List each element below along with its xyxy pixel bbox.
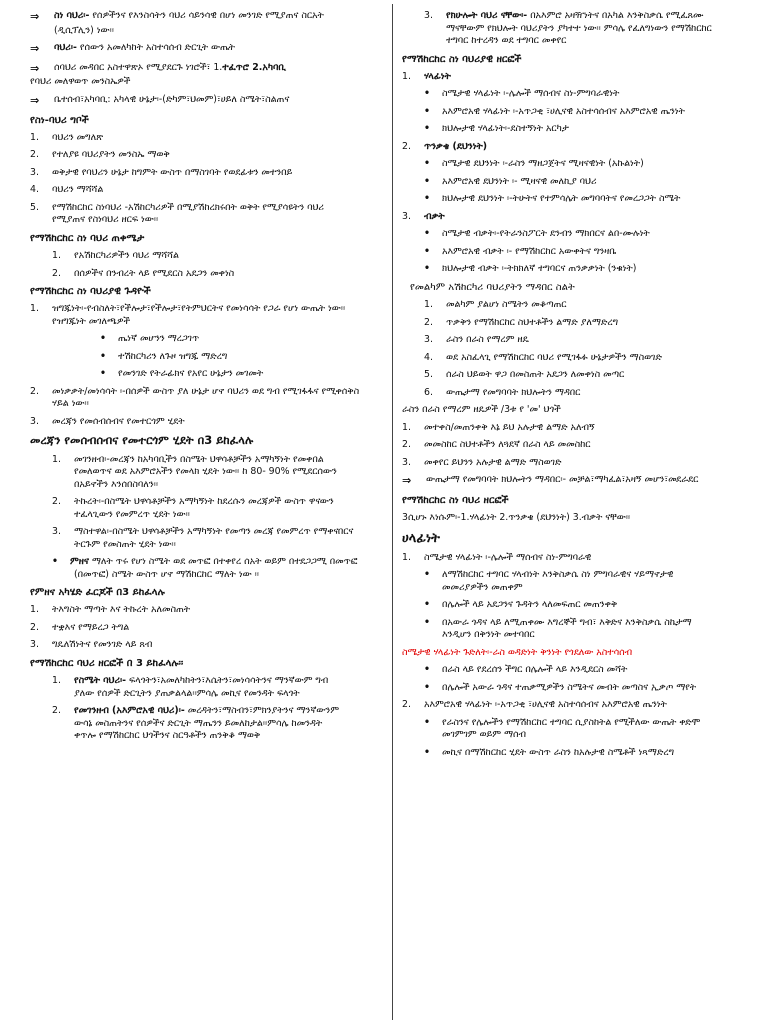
- list-number: 1.: [30, 303, 39, 315]
- list-number: 4.: [424, 351, 433, 363]
- definition-text: ቤተሰብ፣አካባቢ: አካላዊ ሁኔታ፡-(ድካም፣ህመም)፣ሀይለ ስሜት፣ስልጠና: [54, 93, 290, 105]
- bullet-item-continued: መመሪያዎችን መጠቀም: [442, 581, 523, 593]
- list-item: ትኩረት፡-በስሜት ህዋሳቶቻችን አማካኝነት ከደረሱን መረጃዎች ውስጥ ዋናውን: [74, 496, 334, 508]
- bullet-item: ስሜታዊ ብቃት፡-የትራንስፖርት ደንብን ማክበርና ልበ-ሙሉነት: [442, 228, 650, 240]
- list-number: 3.: [424, 10, 433, 21]
- bullet-icon: •: [424, 175, 430, 187]
- list-number: 1.: [402, 551, 411, 563]
- list-item: ወደ አስፈላጊ የማሽከርከር ባህሪ የሚገፋፉ ሁኔታዎችን ማስወገድ: [446, 351, 662, 363]
- group-title: ጥንቃቄ (ደህንነት): [424, 140, 488, 152]
- list-number: 3.: [424, 334, 433, 346]
- definition-text: ውጤታማ የመግባባት ክህሎትን ማዳበር፡- መቻል፣ማካፈል፣አዛኝ መሆን፣መደራደር: [426, 474, 699, 486]
- bullet-icon: •: [424, 716, 430, 728]
- section-heading-responsibility: ሀላፊነት: [402, 530, 440, 546]
- definition-continued: ማናቸውም የክህሎት ባህሪያትን ያካተተ ነው፡፡ ምሳሌ የፈለግነውን የማሽከርከር: [446, 22, 712, 34]
- bullet-icon: •: [424, 123, 430, 135]
- term: የመገንዘብ (አእምሮአዊ ባህሪ)፡-: [74, 705, 185, 717]
- bullet-icon: •: [424, 599, 430, 611]
- red-warning-line: ስሜታዊ ሃላፊነት ጉድለት፡-ራስ ወዳድነት ቅንነት የጎደለው አስተሳሰብ: [402, 646, 633, 658]
- definition-continued: (በመጥፎ) ስሜት ውስጥ ሆኖ ማሽከርከር ማለት ነው ፡፡: [74, 568, 259, 580]
- list-item-continued: ተፈላጊውን የመምረጥ ሂደት ነው፡፡: [74, 508, 190, 520]
- bullet-item: አእምሮአዊ ብቃት ፡- የማሽከርከር አውቀትና ግንዛቤ: [442, 245, 617, 257]
- term: ባህሪ፡-: [54, 42, 77, 54]
- bullet-item: የመንገድ የትራፊክና የአየር ሁኔታን መገመት: [118, 368, 264, 380]
- list-number: 2.: [30, 385, 39, 397]
- arrow-icon: ⇒: [402, 474, 412, 488]
- list-number: 3.: [52, 526, 61, 538]
- list-item: ግዴለሽነትና የመንገድ ላይ ጸብ: [52, 639, 153, 651]
- term: ስነ ባህሪ፡-: [54, 10, 90, 21]
- bullet-icon: •: [424, 263, 430, 275]
- list-number: 5.: [30, 201, 39, 213]
- section-heading-info-process: መረጃን የመሰብሰብና የመተርጎም ሂደት በ3 ይከፈላሉ: [30, 433, 254, 448]
- bullet-item: ስሜታዊ ደህንነት ፡-ራስን ማዘጋጀትና ሚዛናዊነት (አኩልነት): [442, 158, 644, 170]
- list-item: በሰዎችና በንብረት ላይ የሚደርስ አደጋን መቀነስ: [74, 267, 235, 279]
- list-number: 2.: [30, 149, 39, 161]
- bullet-icon: •: [424, 245, 430, 257]
- bullet-icon: •: [424, 228, 430, 240]
- list-number: 6.: [424, 386, 433, 398]
- list-number: 1.: [30, 131, 39, 143]
- term: ተፈጥሮ 2.አካባቢ: [222, 61, 286, 73]
- list-number: 2.: [402, 439, 411, 451]
- definition-text: ማለት ጥሩ የሆነ ስሜት ወደ መጥፎ በተቀየረ ሰአት ወይም በተደጋጋሚ በመጥፎ: [91, 556, 358, 568]
- list-number: 2.: [52, 267, 61, 279]
- bullet-item: በሌሎች አውራ ጎዳና ተጠቃሚዎችን ስሜትና መብት መጣስና ኢቃጦ ማየት: [442, 681, 697, 693]
- bullet-icon: •: [424, 616, 430, 628]
- list-item: ራስን በራስ የማረም ዘዴ: [446, 334, 529, 346]
- list-number: 2.: [424, 316, 433, 328]
- term: የክሁሎት ባህሪ ናቸው፡-: [446, 10, 528, 21]
- group-title: ሃላፊነት: [424, 70, 451, 82]
- bullet-item: ለማሽከርከር ተግባር ሃላብነት እንቅስቃሴ ስነ ምግባራዊና ሃይማኖታዊ: [442, 569, 674, 581]
- list-item: መገንዘብ፡-መረጃን ከአካባቢችን በስሜት ህዋሳቶቻችን አማካኝነት የመቀበል: [74, 453, 324, 465]
- section-heading-steps: የምዘና አካሄድ ፈርጆች በ3 ይከፈላሉ: [30, 587, 165, 599]
- list-number: 1.: [52, 675, 61, 687]
- bullet-icon: •: [424, 569, 430, 581]
- group-title: ብቃት: [424, 210, 445, 222]
- bullet-icon: •: [424, 158, 430, 170]
- arrow-icon: ⇒: [30, 93, 40, 107]
- definition-text: ፍላጎትን፣አመለካከትን፣እሴትን፣መነሳሳትንና ማንኛውም ግብ: [129, 675, 329, 687]
- bullet-item: በአውራ ጎዳና ላይ ለሚጠቀሙ እግረኞች ግብ፣ እቅድና እንቅስቃሴ ስኬታማ: [442, 616, 692, 628]
- bullet-item: መኪና በማሽከርከር ሂደት ውስጥ ራስን ከአሉታዊ ስሜቶች ነጻማድረግ: [442, 746, 675, 758]
- list-item: ሰራስ ህይወት ዋጋ በመስጠት አደጋን ለመቀነስ መጣር: [446, 369, 625, 381]
- bullet-icon: •: [100, 333, 106, 345]
- list-item-continued: የዝግጁነት መገለጫዎች: [52, 315, 130, 327]
- bullet-item: ተሽከርካሪን ለጉዞ ዝግጁ ማድረግ: [118, 350, 228, 362]
- list-number: 4.: [30, 184, 39, 196]
- list-item: ስሜታዊ ሃላፊነት ፡-ሌሎች ማሰብና ስነ-ምግባራዊ: [424, 551, 592, 563]
- list-number: 3.: [402, 210, 411, 222]
- bullet-item: አእምሮአዊ ደህንነት ፡- ሚዛናዊ መለኪያ ባህሪ: [442, 175, 597, 187]
- section-heading-driving-domains: የማሽከርከር ስነ ባህሪያዊ ዘርፎች: [402, 53, 522, 65]
- bullet-item: ስሜታዊ ሃላፊነት ፡-ሌሎች ማሰብና ስነ-ምግባራዊነት: [442, 88, 620, 100]
- list-item: ማስተዋል፡-በስሜት ህዋሳቶቻችን አማካኝነት የመጣን መረጃ የመምረጥ የማቀናበርና: [74, 526, 354, 538]
- definition-continued: ተግባር ከተረዳን ወደ ተግባር መቀየር: [446, 35, 567, 46]
- bullet-icon: •: [424, 681, 430, 693]
- list-item: መቀየር ይህንን አሉታዊ ልማድ ማስወገድ: [424, 456, 562, 468]
- list-number: 2.: [402, 140, 411, 152]
- column-divider: [392, 4, 393, 1020]
- right-column: [402, 10, 752, 764]
- list-number: 2.: [52, 496, 61, 508]
- list-item: ወቅታዊ የባህሪን ሁኔታ ከግምት ውስጥ በማስገባት የወደፊቱን መተንበይ: [52, 166, 293, 178]
- list-number: 1.: [402, 421, 411, 433]
- list-item-continued: ሃይል ነው፡፡: [52, 398, 89, 410]
- list-number: 3.: [402, 456, 411, 468]
- list-item: ጥቃቅን የማሽከርከር ስህተቶችን ልማድ ያለማድረግ: [446, 316, 619, 328]
- definition-text: የሰዎችንና የእንስሳትን ባህሪ ሳይንሳዊ በሆነ መንገድ የሚያጠና ስርአት: [92, 10, 324, 21]
- arrow-icon: ⇒: [30, 61, 40, 75]
- list-item: መረጃን የመሰብሰብና የመተርጎም ሂደት: [52, 415, 185, 427]
- term: ምዘና: [70, 556, 89, 568]
- bullet-item: በሌሎች ላይ አደጋንና ጉዳትን ላለመፍጠር መጠንቀቅ: [442, 599, 618, 611]
- list-item: ትእግስት ማጣት እና ትኩረት አለመስጠት: [52, 604, 191, 616]
- definition-text: በአእምሮ አዛዥነትና በአካል እንቅስቃሴ የሚፈጸሙ: [530, 10, 704, 21]
- bullet-icon: •: [424, 664, 430, 676]
- list-item-continued: የመለወጥና ወደ አእምሮአችን የመላክ ሂደት ነው፡፡ ከ 80- 90% የሚደርሰውን: [74, 466, 337, 478]
- bullet-icon: •: [424, 105, 430, 117]
- list-number: 3.: [30, 415, 39, 427]
- section-heading-goals: የስነ-ባህሪ ግቦች: [30, 114, 89, 126]
- bullet-item: አእምሮአዊ ሃላፊነት ፡-አጥጋቂ ፣ሀሊናዊ አስተሳሰብና አእምሮአዊ ጤንነት: [442, 105, 685, 117]
- list-number: 3.: [30, 166, 39, 178]
- list-number: 5.: [424, 369, 433, 381]
- bullet-icon: •: [100, 368, 106, 380]
- section-heading-strategy: የመልካም አሽከርካሪ ባህሪያትን ማዳበር ስልት: [410, 281, 575, 293]
- list-item: የማሽከርከር ስነባህሪ -አሽከርካሪዎች በሚያሽከረክሩበት ወቅት የሚያሳዩትን ባህሪ: [52, 201, 324, 213]
- list-number: 2.: [30, 621, 39, 633]
- list-number: 1.: [402, 70, 411, 82]
- arrow-icon: ⇒: [30, 10, 40, 23]
- list-number: 1.: [424, 299, 433, 311]
- definition-continued: ያለው የሰዎች ድርጊትን ያጠቃልላል፡፡ምሳሌ መኪና የመንዳት ፍላጎት: [74, 687, 300, 699]
- list-item: ዝግጁነት፡-የብስለት፣የችሎታ፣የችሎታ፣የትምህርትና የመነሳሳት የጋራ የሆነ ውጤት ነው፡፡: [52, 303, 346, 315]
- bullet-item: የራስንና የሌሎችን የማሽከርከር ተግባር ሲያስከትል የሚችለው ውጤት ቀድሞ: [442, 716, 701, 728]
- section-heading-behavior-domains: የማሽከርከር ስነ ባህሪ ዘርፎች: [402, 494, 509, 506]
- list-item: ባህሪን ማሻሻል: [52, 184, 104, 196]
- list-number: 1.: [30, 604, 39, 616]
- list-item: አእምሮአዊ ሃላፊነት ፡-አጥጋቂ ፣ሀሊናዊ አስተሳሰብና አእምሮአዊ ጤንነት: [424, 699, 667, 711]
- domains-summary: 3ሲሆኑ እነሱም፡-1.ሃላፊነት 2.ጥንቃቄ (ደህንነት) 3.ብቃት ናቸው፡፡: [402, 512, 631, 524]
- bullet-item: ክህሎታዊ ደህንነት ፡-ትሁትና የተምሳሌት መግባባትና የመረጋጋት ስሜት: [442, 193, 681, 205]
- bullet-item: ክህሎታዊ ብቃት ፡-ትክክለኛ ተግባርና ጠንቃቃነት (ንቁነት): [442, 263, 637, 275]
- left-column: [30, 10, 386, 748]
- definition-continued: ውሳኔ መስጠትንና የሰዎችና ድርጊት ማጤንን ይመለከታል፡፡ምሳሌ ከመንዳት: [74, 717, 323, 729]
- subheading-text: የባህሪ መለዋወጥ መንስኤዎች: [30, 76, 131, 88]
- definition-continued: ቀጥሎ የማሽከርከር ህጎችንና ስርዓቶችን ጠንቅቆ ማወቅ: [74, 730, 261, 742]
- definition-text: መረዳትን፣ማስብን፣ምክንያትንና ማንኛውንም: [187, 705, 339, 717]
- definition-continued: (ዲሲፕሊን) ነው፡፡: [54, 24, 114, 36]
- list-item-continued: የሚያጠና የስነባህሪ ዘርፍ ነው፡፡: [52, 214, 159, 226]
- list-item: የተለያዩ ባህሪያትን መንስኤ ማወቅ: [52, 149, 170, 161]
- list-item: መተቀስ/መጠንቀቅ እኔ ይህ አሉታዊ ልማድ አለብኝ: [424, 421, 595, 433]
- bullet-item-continued: መገምገም ወይም ማሰብ: [442, 729, 526, 741]
- list-item: ውጤታማ የመግባባት ክህሎትን ማዳበር: [446, 386, 581, 398]
- list-item-continued: በአይኖችን እንሰበስባለን፡፡: [74, 478, 159, 490]
- bullet-icon: •: [424, 746, 430, 758]
- bullet-item: በራስ ላይ የደረሰን ችግር በሌሎች ላይ እንዲደርስ መሻት: [442, 664, 628, 676]
- list-number: 1.: [52, 453, 61, 465]
- bullet-item: ክህሎታዊ ሃላፊነት፡-ደስተኝነት አርካታ: [442, 123, 569, 135]
- section-heading-benefits: የማሽከርከር ስነ ባህሪ ጠቀሜታ: [30, 232, 145, 244]
- definition-text: ሰባህሪ መዳበር አስተዋጽኦ የሚያደርጉ ነገሮች፣ 1.: [54, 61, 223, 73]
- list-number: 2.: [52, 705, 61, 717]
- list-item: መመስከር ስህተቶችን ለጓደኛ በራስ ላይ መመስከር: [424, 439, 591, 451]
- list-number: 3.: [30, 639, 39, 651]
- bullet-item-continued: እንዲሆን በቅንነት መተባበር: [442, 629, 535, 641]
- list-number: 1.: [52, 250, 61, 262]
- list-item: መልካም ያልሆነ ስሜትን መቆጣጠር: [446, 299, 567, 311]
- section-heading-issues: የማሽከርከር ስነ ባህሪያዊ ጉዳዮች: [30, 286, 151, 298]
- bullet-icon: •: [424, 88, 430, 100]
- list-item-continued: ትርጉም የመስጠት ሂደት ነው፡፡: [74, 538, 176, 550]
- arrow-icon: ⇒: [30, 42, 40, 56]
- term: የስሜት ባህሪ፡-: [74, 675, 127, 687]
- section-heading-domains: የማሽከርከር ባህሪ ዘርፎች በ 3 ይከፈላሉ፡፡: [30, 657, 184, 669]
- list-number: 2.: [402, 699, 411, 711]
- bullet-icon: •: [424, 193, 430, 205]
- list-item: የአሽከርካሪዎችን ባህሪ ማሻሻል: [74, 250, 179, 262]
- list-item: ተቋእና የማይረጋ ትግል: [52, 621, 130, 633]
- self-correction-heading: ራስን በራስ የማረም ዘዴዎች /3ቱ የ 'መ' ህጎች: [402, 404, 561, 416]
- bullet-item: ጤነኛ መሆንን ማረጋገጥ: [118, 333, 200, 345]
- list-item: ባህሪን መግለጽ: [52, 131, 103, 143]
- bullet-icon: •: [100, 350, 106, 362]
- list-item: መነቃቃት/መነሳሳት ፡-በሰዎች ውስጥ ያለ ሁኔታ ሆኖ ባህሪን ወደ ግብ የሚገፋፋና የሚቀሰቅስ: [52, 385, 360, 397]
- bullet-icon: •: [52, 556, 58, 568]
- definition-text: የሰውን አመለካከት አስተሳሰብ ድርጊት ውጤት: [79, 42, 236, 54]
